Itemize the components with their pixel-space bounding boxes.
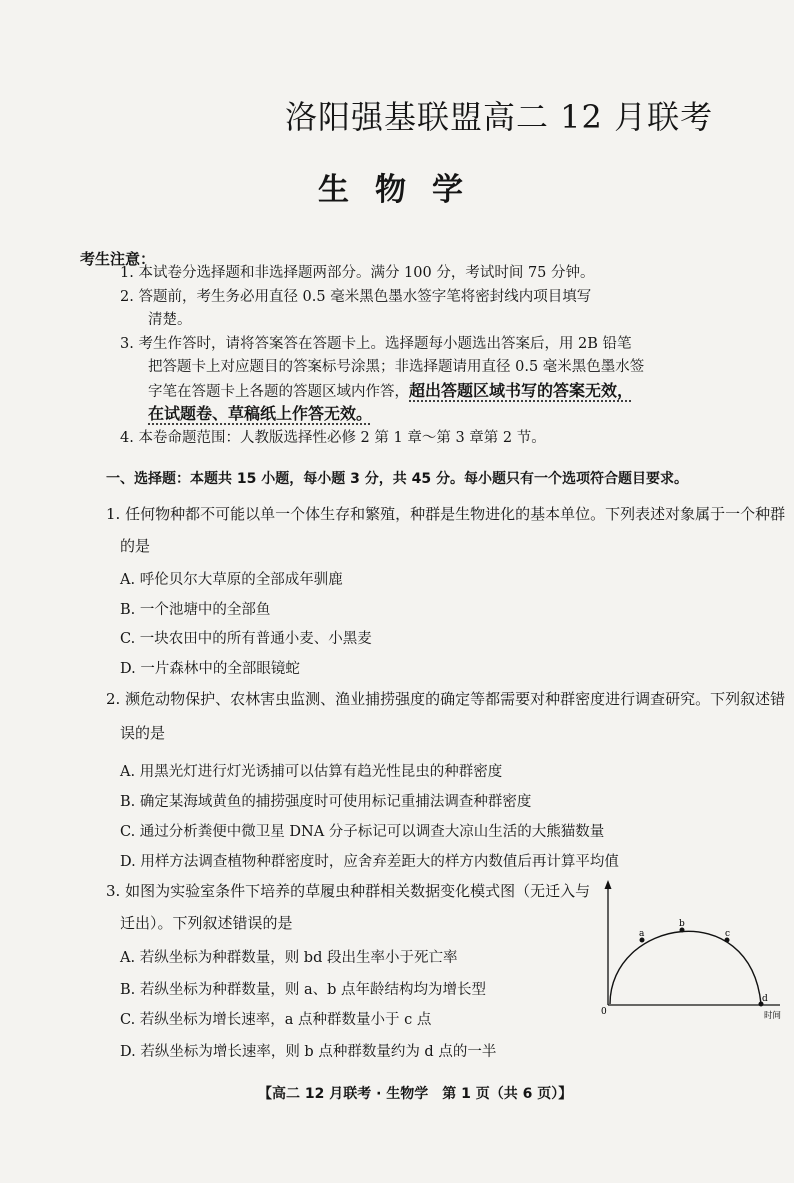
q2-option-a: A. 用黑光灯进行灯光诱捕可以估算有趋光性昆虫的种群密度 [120,764,503,780]
point-b-label: b [679,919,685,929]
q1-option-c: C. 一块农田中的所有普通小麦、小黑麦 [120,631,372,647]
subject-title: 生物学 [318,172,489,208]
q3-option-c: C. 若纵坐标为增长速率，a 点种群数量小于 c 点 [120,1012,432,1028]
q1-option-d: D. 一片森林中的全部眼镜蛇 [120,661,300,677]
q3-stem: 3. 如图为实验室条件下培养的草履虫种群相关数据变化模式图（无迁入与 [106,882,591,900]
q3-option-b: B. 若纵坐标为种群数量，则 a、b 点年龄结构均为增长型 [120,982,487,998]
notice-item-3-text: 字笔在答题卡上各题的答题区域内作答， [148,384,409,400]
q2-stem-cont: 误的是 [120,724,166,742]
q3-option-d: D. 若纵坐标为增长速率，则 b 点种群数量约为 d 点的一半 [120,1044,497,1060]
figure-curve [610,931,761,1004]
page-footer: 【高二 12 月联考 · 生物学 第 1 页（共 6 页）】 [258,1086,573,1102]
q1-option-a: A. 呼伦贝尔大草原的全部成年驯鹿 [120,572,343,588]
notice-item-2: 2. 答题前，考生务必用直径 0.5 毫米黑色墨水签字笔将密封线内项目填写 [120,289,592,305]
figure-y-arrow [605,880,612,889]
figure-origin-label: 0 [601,1007,607,1017]
point-d-label: d [762,994,768,1004]
notice-item-1: 1. 本试卷分选择题和非选择题两部分。满分 100 分，考试时间 75 分钟。 [120,265,595,281]
notice-heading: 考生注意： [80,250,156,268]
point-a-label: a [639,929,645,939]
section-heading: 一、选择题：本题共 15 小题，每小题 3 分，共 45 分。每小题只有一个选项符合题目要求。 [106,471,688,487]
q1-stem-cont: 的是 [120,537,151,555]
notice-emphasis-2: 在试题卷、草稿纸上作答无效。 [148,404,373,423]
q3-stem-cont: 迁出）。下列叙述错误的是 [120,914,293,932]
q1-option-b: B. 一个池塘中的全部鱼 [120,602,271,618]
q2-stem: 2. 濒危动物保护、农林害虫监测、渔业捕捞强度的确定等都需要对种群密度进行调查研究。下列叙述错 [106,690,786,708]
q3-figure [590,880,790,1030]
notice-item-3: 3. 考生作答时，请将答案答在答题卡上。选择题每小题选出答案后，用 2B 铅笔 [120,336,632,352]
exam-title: 洛阳强基联盟高二 12 月联考 [285,98,714,136]
notice-item-2-cont: 清楚。 [148,312,192,328]
q1-stem: 1. 任何物种都不可能以单一个体生存和繁殖，种群是生物进化的基本单位。下列表述对象属于一个种群 [106,505,786,523]
q3-option-a: A. 若纵坐标为种群数量，则 bd 段出生率小于死亡率 [120,950,458,966]
q2-option-d: D. 用样方法调查植物种群密度时，应舍弃差距大的样方内数值后再计算平均值 [120,854,619,870]
notice-item-3-line3 [148,379,633,404]
q2-option-b: B. 确定某海域黄鱼的捕捞强度时可使用标记重捕法调查种群密度 [120,794,532,810]
point-c-label: c [725,929,731,939]
notice-item-4: 4. 本卷命题范围：人教版选择性必修 2 第 1 章～第 3 章第 2 节。 [120,430,546,446]
figure-x-label: 时间 [764,1011,782,1021]
notice-item-3-line2: 把答题卡上对应题目的答案标号涂黑；非选择题请用直径 0.5 毫米黑色墨水签 [148,359,645,375]
notice-emphasis-1: 超出答题区域书写的答案无效， [409,381,634,400]
q2-option-c: C. 通过分析粪便中微卫星 DNA 分子标记可以调查大凉山生活的大熊猫数量 [120,824,605,840]
